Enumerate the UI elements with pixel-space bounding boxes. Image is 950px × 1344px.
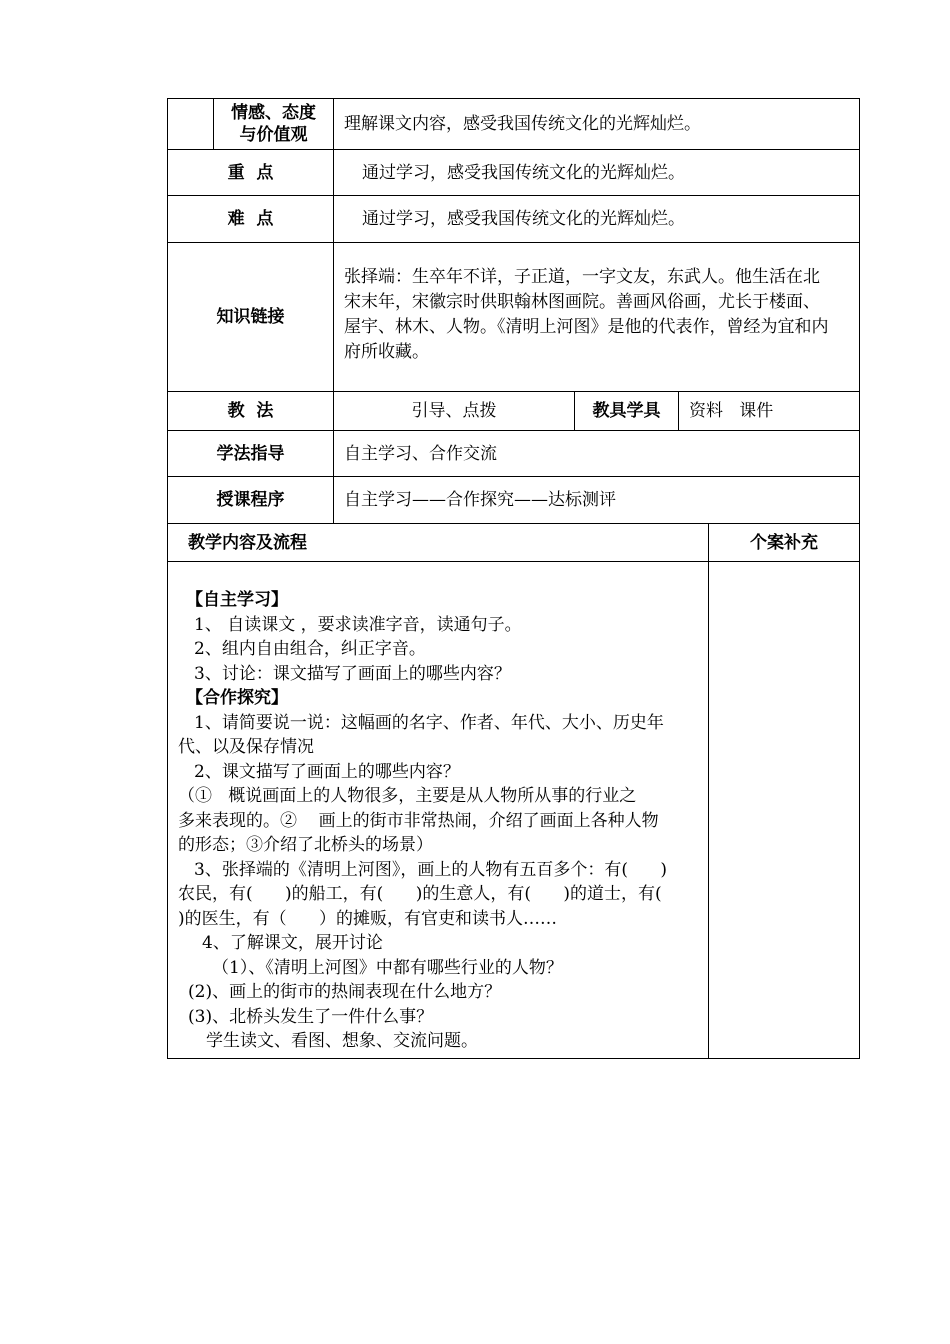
- supplement-cell: [708, 561, 860, 1059]
- section-title: 教学内容及流程: [188, 532, 307, 553]
- content-body: [167, 561, 709, 1059]
- body-line: (2)、画上的街市的热闹表现在什么地方？: [188, 982, 502, 1002]
- body-line: 多来表现的。② 画上的街市非常热闹，介绍了画面上各种人物: [178, 810, 659, 831]
- body-line: 2、组内自由组合，纠正字音。: [194, 639, 426, 659]
- body-line: 1、请简要说一说：这幅画的名字、作者、年代、大小、历史年: [194, 712, 664, 733]
- row-study-label-text: 学法指导: [216, 443, 285, 464]
- knowledge-line: 张择端：生卒年不详，子正道，一字文友，东武人。他生活在北: [344, 267, 820, 287]
- row-tools-label-text: 教具学具: [592, 401, 661, 421]
- row-emotion-content-text: 理解课文内容，感受我国传统文化的光辉灿烂。: [344, 114, 701, 134]
- knowledge-line: 府所收藏。: [344, 342, 429, 362]
- body-line: 学生读文、看图、想象、交流问题。: [206, 1031, 478, 1051]
- section-side-title: 个案补充: [750, 532, 818, 553]
- row-emotion-spacer: [167, 98, 214, 150]
- row-knowledge-label: [167, 242, 334, 392]
- body-line: 的形态；③介绍了北桥头的场景）: [178, 835, 433, 855]
- row-difficulty-content: [333, 195, 860, 243]
- body-line: 4、了解课文，展开讨论: [202, 933, 383, 953]
- row-knowledge-content: [333, 242, 860, 392]
- row-method-label: [167, 391, 334, 431]
- row-study-content-text: 自主学习、合作交流: [344, 443, 497, 464]
- body-line: )的医生，有（ ）的摊贩，有官吏和读书人……: [178, 908, 558, 929]
- row-procedure-label-text: 授课程序: [216, 490, 285, 510]
- row-difficulty-label-text: 难 点: [227, 209, 274, 229]
- body-line: 3、张择端的《清明上河图》，画上的人物有五百多个：有( ): [194, 859, 668, 880]
- body-line: （1）、《清明上河图》中都有哪些行业的人物？: [212, 957, 563, 978]
- row-tools-content: [678, 391, 860, 431]
- body-line: 1、 自读课文 ，要求读准字音，读通句子。: [194, 614, 522, 635]
- section-title-cell: [167, 523, 709, 562]
- row-method-content-text: 引导、点拨: [411, 401, 497, 421]
- row-emotion-label-line1: 情感、态度: [231, 103, 316, 123]
- row-study-content: [333, 430, 860, 477]
- row-method-label-text: 教 法: [227, 401, 274, 421]
- row-emotion-label: [213, 98, 334, 150]
- section-heading-cooperation: 【合作探究】: [186, 688, 288, 708]
- body-line: 2、课文描写了画面上的哪些内容？: [194, 761, 460, 782]
- row-key-point-content-text: 通过学习，感受我国传统文化的光辉灿烂。: [362, 162, 685, 183]
- body-line: （① 概说画面上的人物很多，主要是从人物所从事的行业之: [178, 786, 637, 806]
- knowledge-line: 宋末年，宋徽宗时供职翰林图画院。善画风俗画，尤长于楼面、: [344, 292, 820, 312]
- row-procedure-content: [333, 476, 860, 524]
- section-heading-self-study: 【自主学习】: [186, 590, 288, 610]
- row-method-content: [333, 391, 575, 431]
- row-procedure-label: [167, 476, 334, 524]
- row-difficulty-label: [167, 195, 334, 243]
- row-tools-content-text: 资料 课件: [689, 401, 774, 421]
- knowledge-line: 屋宇、林木、人物。《清明上河图》是他的代表作，曾经为宜和内: [344, 317, 829, 337]
- body-line: 农民，有( )的船工，有( )的生意人，有( )的道士，有(: [178, 884, 662, 904]
- row-emotion-content: [333, 98, 860, 150]
- row-emotion-label-line2: 与价值观: [239, 125, 308, 145]
- row-key-point-content: [333, 149, 860, 196]
- body-line: 代、以及保存情况: [178, 737, 314, 757]
- row-difficulty-content-text: 通过学习，感受我国传统文化的光辉灿烂。: [362, 209, 685, 229]
- row-knowledge-label-text: 知识链接: [216, 307, 285, 327]
- row-procedure-content-text: 自主学习——合作探究——达标测评: [344, 490, 616, 510]
- row-study-label: [167, 430, 334, 477]
- row-key-point-label-text: 重 点: [227, 162, 274, 183]
- body-line: (3)、北桥头发生了一件什么事？: [188, 1006, 434, 1027]
- row-tools-label: [574, 391, 679, 431]
- body-line: 3、讨论：课文描写了画面上的哪些内容？: [194, 663, 511, 684]
- section-side-title-cell: [708, 523, 860, 562]
- row-key-point-label: [167, 149, 334, 196]
